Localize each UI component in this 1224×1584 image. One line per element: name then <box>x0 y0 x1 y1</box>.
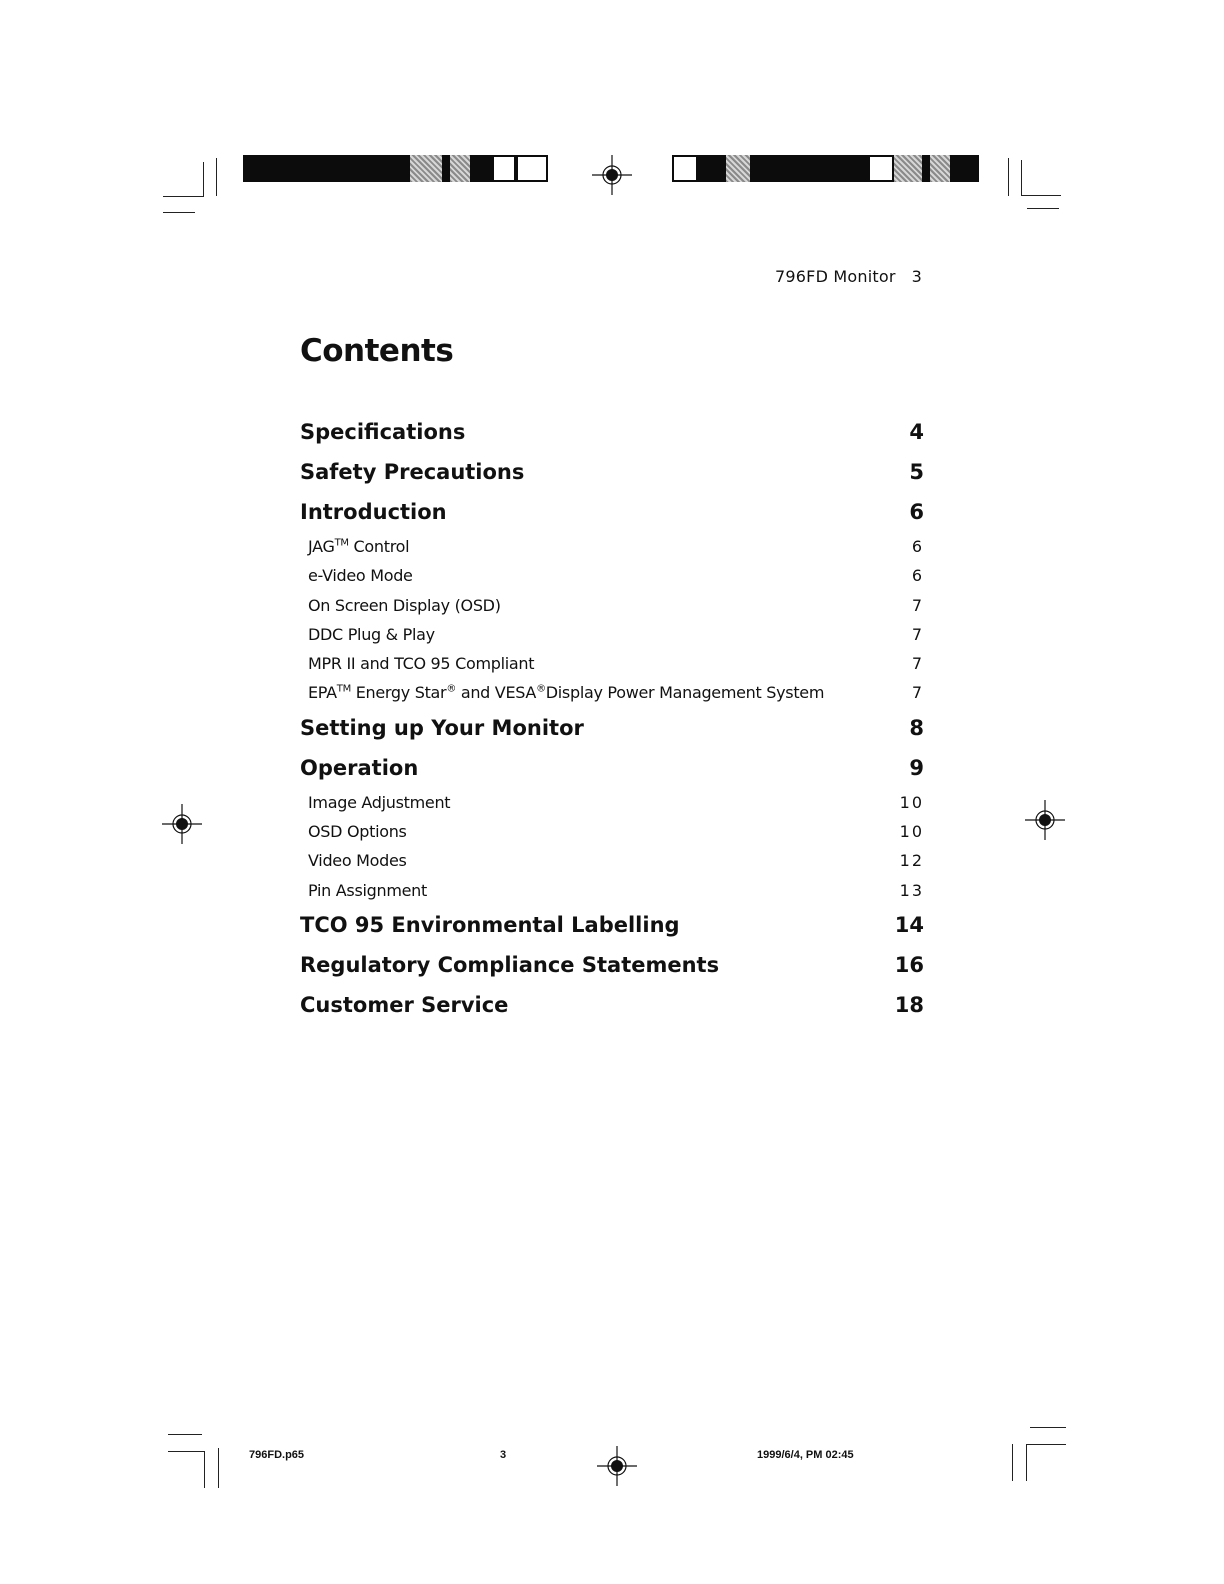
toc-page: 7 <box>911 654 924 674</box>
crop-mark <box>1008 158 1009 196</box>
toc-label: OSD Options <box>308 822 407 842</box>
crop-mark <box>204 1451 205 1488</box>
toc-label: e-Video Mode <box>308 566 413 586</box>
toc-page: 6 <box>911 537 924 556</box>
registration-mark-top <box>592 155 632 195</box>
header-page-number: 3 <box>911 267 922 286</box>
toc-label: TCO 95 Environmental Labelling <box>300 912 680 937</box>
toc-page: 14 <box>894 912 924 937</box>
toc-label: Image Adjustment <box>308 792 451 812</box>
toc-subentry-ddc-plug-play[interactable] <box>300 620 924 649</box>
toc-page: 7 <box>911 624 924 644</box>
toc-label: Pin Assignment <box>308 880 427 900</box>
toc-subentry-mpr-tco[interactable] <box>300 649 924 678</box>
toc-label-part: Control <box>348 537 410 556</box>
toc-entry-setting-up[interactable] <box>300 708 924 748</box>
trademark-symbol: TM <box>334 537 349 549</box>
toc-page: 16 <box>894 952 924 977</box>
toc-label-part: Display Power Management System <box>545 683 825 703</box>
toc-entry-operation[interactable] <box>300 748 924 788</box>
toc-label-part: JAG <box>308 537 335 556</box>
toc-entry-tco-labelling[interactable] <box>300 905 924 945</box>
trademark-symbol: TM <box>336 684 351 696</box>
crop-mark <box>1026 1444 1066 1445</box>
toc-page: 6 <box>911 566 924 586</box>
page-title: Contents <box>300 333 454 369</box>
toc-page: 13 <box>899 880 924 900</box>
toc-page: 7 <box>911 683 924 703</box>
toc-label-part: Energy Star <box>350 683 447 703</box>
toc-entry-safety-precautions[interactable] <box>300 452 924 492</box>
toc-subentry-jag-control[interactable] <box>300 532 924 561</box>
table-of-contents <box>300 412 924 1025</box>
toc-page: 12 <box>899 851 924 871</box>
registration-mark-bottom <box>597 1446 637 1486</box>
toc-page: 8 <box>909 715 924 740</box>
registration-mark-left <box>162 804 202 844</box>
toc-label-part: EPA <box>308 683 337 703</box>
toc-label: Setting up Your Monitor <box>300 715 584 740</box>
toc-label-part: and VESA <box>456 683 537 703</box>
toc-page: 4 <box>909 420 924 444</box>
toc-page: 18 <box>894 992 924 1017</box>
toc-label: Operation <box>300 755 419 780</box>
toc-label <box>308 678 824 707</box>
running-header <box>775 267 922 286</box>
registered-symbol: ® <box>446 684 457 696</box>
crop-mark <box>163 196 203 197</box>
footer-page: 3 <box>500 1449 507 1461</box>
crop-mark <box>1027 208 1059 209</box>
toc-page: 9 <box>909 755 924 780</box>
calibration-bar-left <box>243 155 548 182</box>
toc-subentry-epa-energy-star[interactable] <box>300 678 924 707</box>
toc-subentry-osd-options[interactable] <box>300 817 924 846</box>
header-doc-title: 796FD Monitor <box>775 267 896 286</box>
crop-mark <box>216 158 217 196</box>
toc-label: Regulatory Compliance Statements <box>300 952 720 977</box>
registration-mark-right <box>1025 800 1065 840</box>
toc-label: Specifications <box>300 420 466 444</box>
toc-entry-introduction[interactable] <box>300 492 924 532</box>
crop-mark <box>168 1434 202 1435</box>
toc-label: Safety Precautions <box>300 460 525 484</box>
toc-subentry-e-video-mode[interactable] <box>300 561 924 590</box>
registered-symbol: ® <box>536 684 546 696</box>
crop-mark <box>203 162 204 197</box>
crop-mark <box>1021 160 1022 196</box>
toc-entry-regulatory[interactable] <box>300 945 924 985</box>
footer-filename: 796FD.p65 <box>249 1449 305 1461</box>
toc-entry-customer-service[interactable] <box>300 985 924 1025</box>
toc-page: 6 <box>909 500 924 524</box>
crop-mark <box>1030 1427 1066 1428</box>
footer-timestamp: 1999/6/4, PM 02:45 <box>757 1449 854 1461</box>
crop-mark <box>218 1448 219 1488</box>
toc-subentry-pin-assignment[interactable] <box>300 876 924 905</box>
crop-mark <box>1021 195 1061 196</box>
toc-label: Introduction <box>300 500 447 524</box>
calibration-bar-right <box>672 155 979 182</box>
toc-label: MPR II and TCO 95 Compliant <box>308 654 535 674</box>
toc-label: DDC Plug & Play <box>308 624 435 644</box>
toc-label: On Screen Display (OSD) <box>308 595 501 615</box>
toc-page: 5 <box>909 460 924 484</box>
crop-mark <box>168 1451 204 1452</box>
toc-entry-specifications[interactable] <box>300 412 924 452</box>
toc-page: 10 <box>899 792 924 812</box>
crop-mark <box>1026 1444 1027 1481</box>
toc-label <box>308 532 409 561</box>
toc-label: Customer Service <box>300 992 509 1017</box>
toc-page: 10 <box>899 822 924 842</box>
toc-subentry-video-modes[interactable] <box>300 846 924 875</box>
toc-subentry-image-adjustment[interactable] <box>300 788 924 817</box>
toc-page: 7 <box>911 595 924 615</box>
crop-mark <box>163 212 195 213</box>
toc-subentry-osd[interactable] <box>300 591 924 620</box>
crop-mark <box>1012 1444 1013 1481</box>
toc-label: Video Modes <box>308 851 407 871</box>
